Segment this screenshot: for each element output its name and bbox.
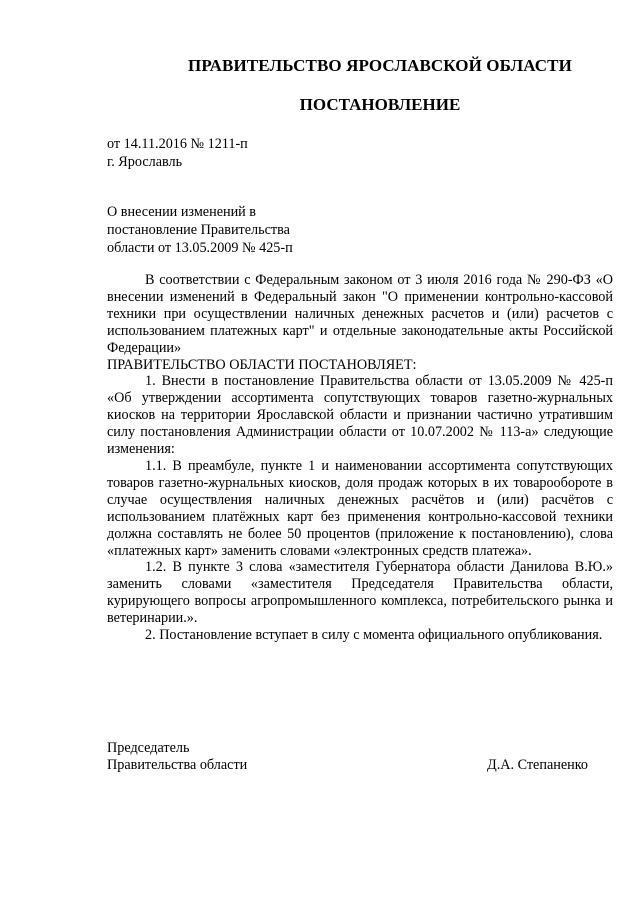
- signatory-title: [107, 740, 247, 774]
- document-subject: [107, 203, 293, 257]
- subject-line: постановление Правительства: [107, 222, 290, 238]
- signatory-name: Д.А. Степаненко: [487, 757, 588, 773]
- document-body: [107, 272, 613, 644]
- resolves-heading: ПРАВИТЕЛЬСТВО ОБЛАСТИ ПОСТАНОВЛЯЕТ:: [107, 356, 417, 373]
- subject-line: области от 13.05.2009 № 425-п: [107, 240, 293, 256]
- document-meta: [107, 135, 248, 171]
- subject-line: О внесении изменений в: [107, 204, 257, 220]
- item-1-2-paragraph: 1.2. В пункте 3 слова «заместителя Губернатора области Данилова В.Ю.» заменить словами «заместителя Председателя Правительства области, курирующего вопросы агропромышленного комплекса, потребительского рынка и ветеринарии.».: [107, 559, 613, 627]
- item-1-paragraph: 1. Внести в постановление Правительства области от 13.05.2009 № 425-п «Об утверждении ассортимента сопутствующих товаров газетно-журнальных киосков на территории Ярославской области и признании частично утратившим силу постановления Администрации области от 10.07.2002 № 113-а» следующие изменения:: [107, 373, 613, 458]
- item-1-1-paragraph: 1.1. В преамбуле, пункте 1 и наименовании ассортимента сопутствующих товаров газетно-журнальных киосков, доля продаж которых в их товарообороте в случае осуществления наличных денежных расчётов и (или) расчётов с использованием платёжных карт без применения контрольно-кассовой техники должна составлять не более 50 процентов (приложение к постановлению), слова «платежных карт» заменить словами «электронных средств платежа».: [107, 457, 613, 559]
- city: г. Ярославль: [107, 154, 183, 170]
- date-number: от 14.11.2016 № 1211-п: [107, 136, 248, 152]
- signatory-title-line: Председатель: [107, 740, 190, 756]
- issuing-authority: ПРАВИТЕЛЬСТВО ЯРОСЛАВСКОЙ ОБЛАСТИ: [188, 56, 572, 75]
- signatory-title-line: Правительства области: [107, 757, 248, 773]
- item-2-paragraph: 2. Постановление вступает в силу с момента официального опубликования.: [145, 627, 603, 644]
- document-type: ПОСТАНОВЛЕНИЕ: [299, 95, 461, 114]
- preamble-paragraph: В соответствии с Федеральным законом от 3 июля 2016 года № 290-ФЗ «О внесении изменений в Федеральный закон "О применении контрольно-кассовой техники при осуществлении наличных денежных расчетов и (или) расчетов с использованием платежных карт" и отдельные законодательные акты Российской Федерации»: [107, 272, 613, 356]
